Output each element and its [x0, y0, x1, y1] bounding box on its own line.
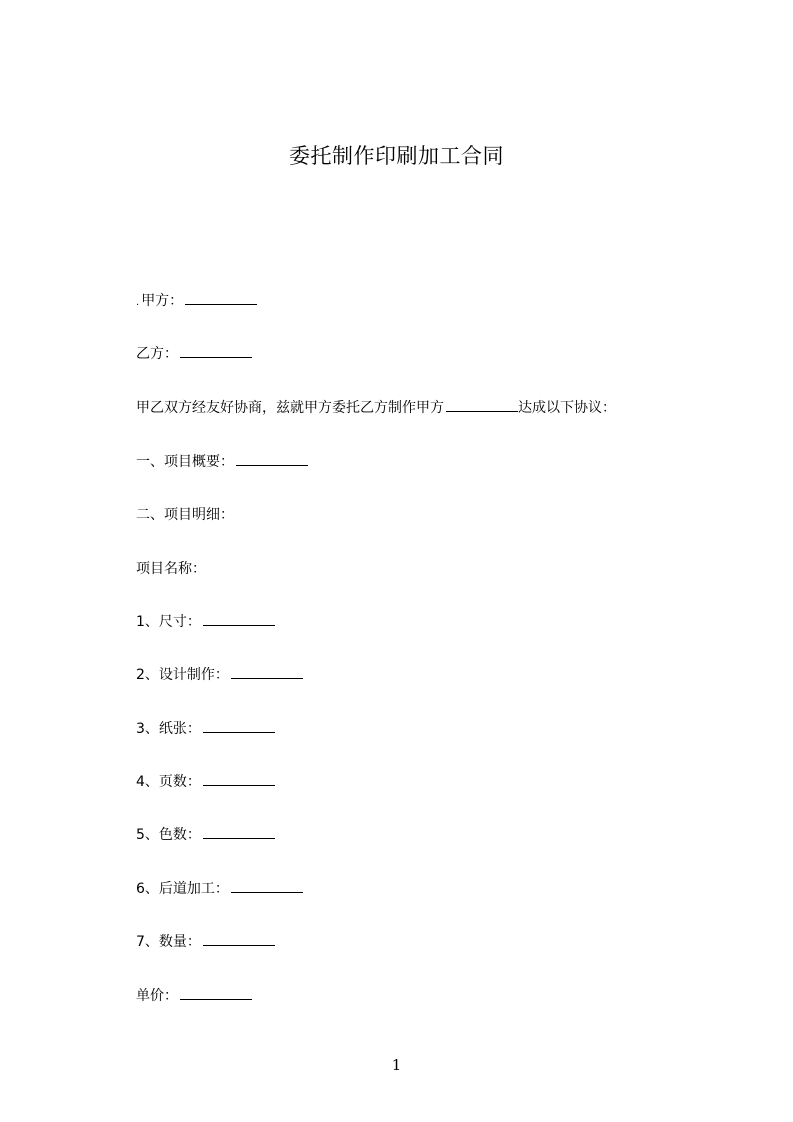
unit-price-line	[136, 986, 252, 1006]
item-line	[136, 825, 275, 845]
item-label: 1、尺寸：	[136, 614, 201, 630]
item-label: 6、后道加工：	[136, 881, 229, 897]
item-blank	[203, 825, 275, 839]
item-name-line	[136, 559, 206, 579]
item-line	[136, 612, 275, 632]
unit-price-label: 单价：	[136, 988, 178, 1004]
bullet-dot: .	[136, 297, 140, 308]
item-blank	[203, 612, 275, 626]
party-a-label: 甲方：	[141, 293, 184, 309]
item-label: 4、页数：	[136, 774, 201, 790]
preamble-after: 达成以下协议：	[518, 400, 616, 416]
party-b-blank	[180, 344, 252, 358]
item-line	[136, 772, 275, 792]
preamble-before: 甲乙双方经友好协商，兹就甲方委托乙方制作甲方	[136, 400, 444, 416]
section-1-blank	[236, 452, 308, 466]
item-line	[136, 665, 303, 685]
section-2-line	[136, 505, 234, 525]
item-line	[136, 719, 275, 739]
section-1-line	[136, 452, 308, 472]
item-line	[136, 879, 303, 899]
preamble-blank	[446, 398, 518, 412]
preamble-line	[136, 398, 616, 418]
item-label: 3、纸张：	[136, 721, 201, 737]
item-line	[136, 932, 275, 952]
item-label: 2、设计制作：	[136, 667, 229, 683]
item-blank	[203, 772, 275, 786]
party-a-blank	[185, 291, 257, 305]
party-b-label: 乙方：	[136, 346, 178, 362]
section-1-label: 一、项目概要：	[136, 454, 234, 470]
item-label: 5、色数：	[136, 827, 201, 843]
unit-price-blank	[180, 986, 252, 1000]
item-name-label: 项目名称：	[136, 561, 206, 577]
document-title: 委托制作印刷加工合同	[289, 144, 504, 168]
item-blank	[203, 719, 275, 733]
section-2-label: 二、项目明细：	[136, 507, 234, 523]
party-a-line	[136, 291, 257, 313]
item-blank	[231, 665, 303, 679]
page-number: 1	[391, 1056, 402, 1074]
item-blank	[231, 879, 303, 893]
party-b-line	[136, 344, 252, 364]
item-blank	[203, 932, 275, 946]
item-label: 7、数量：	[136, 934, 201, 950]
